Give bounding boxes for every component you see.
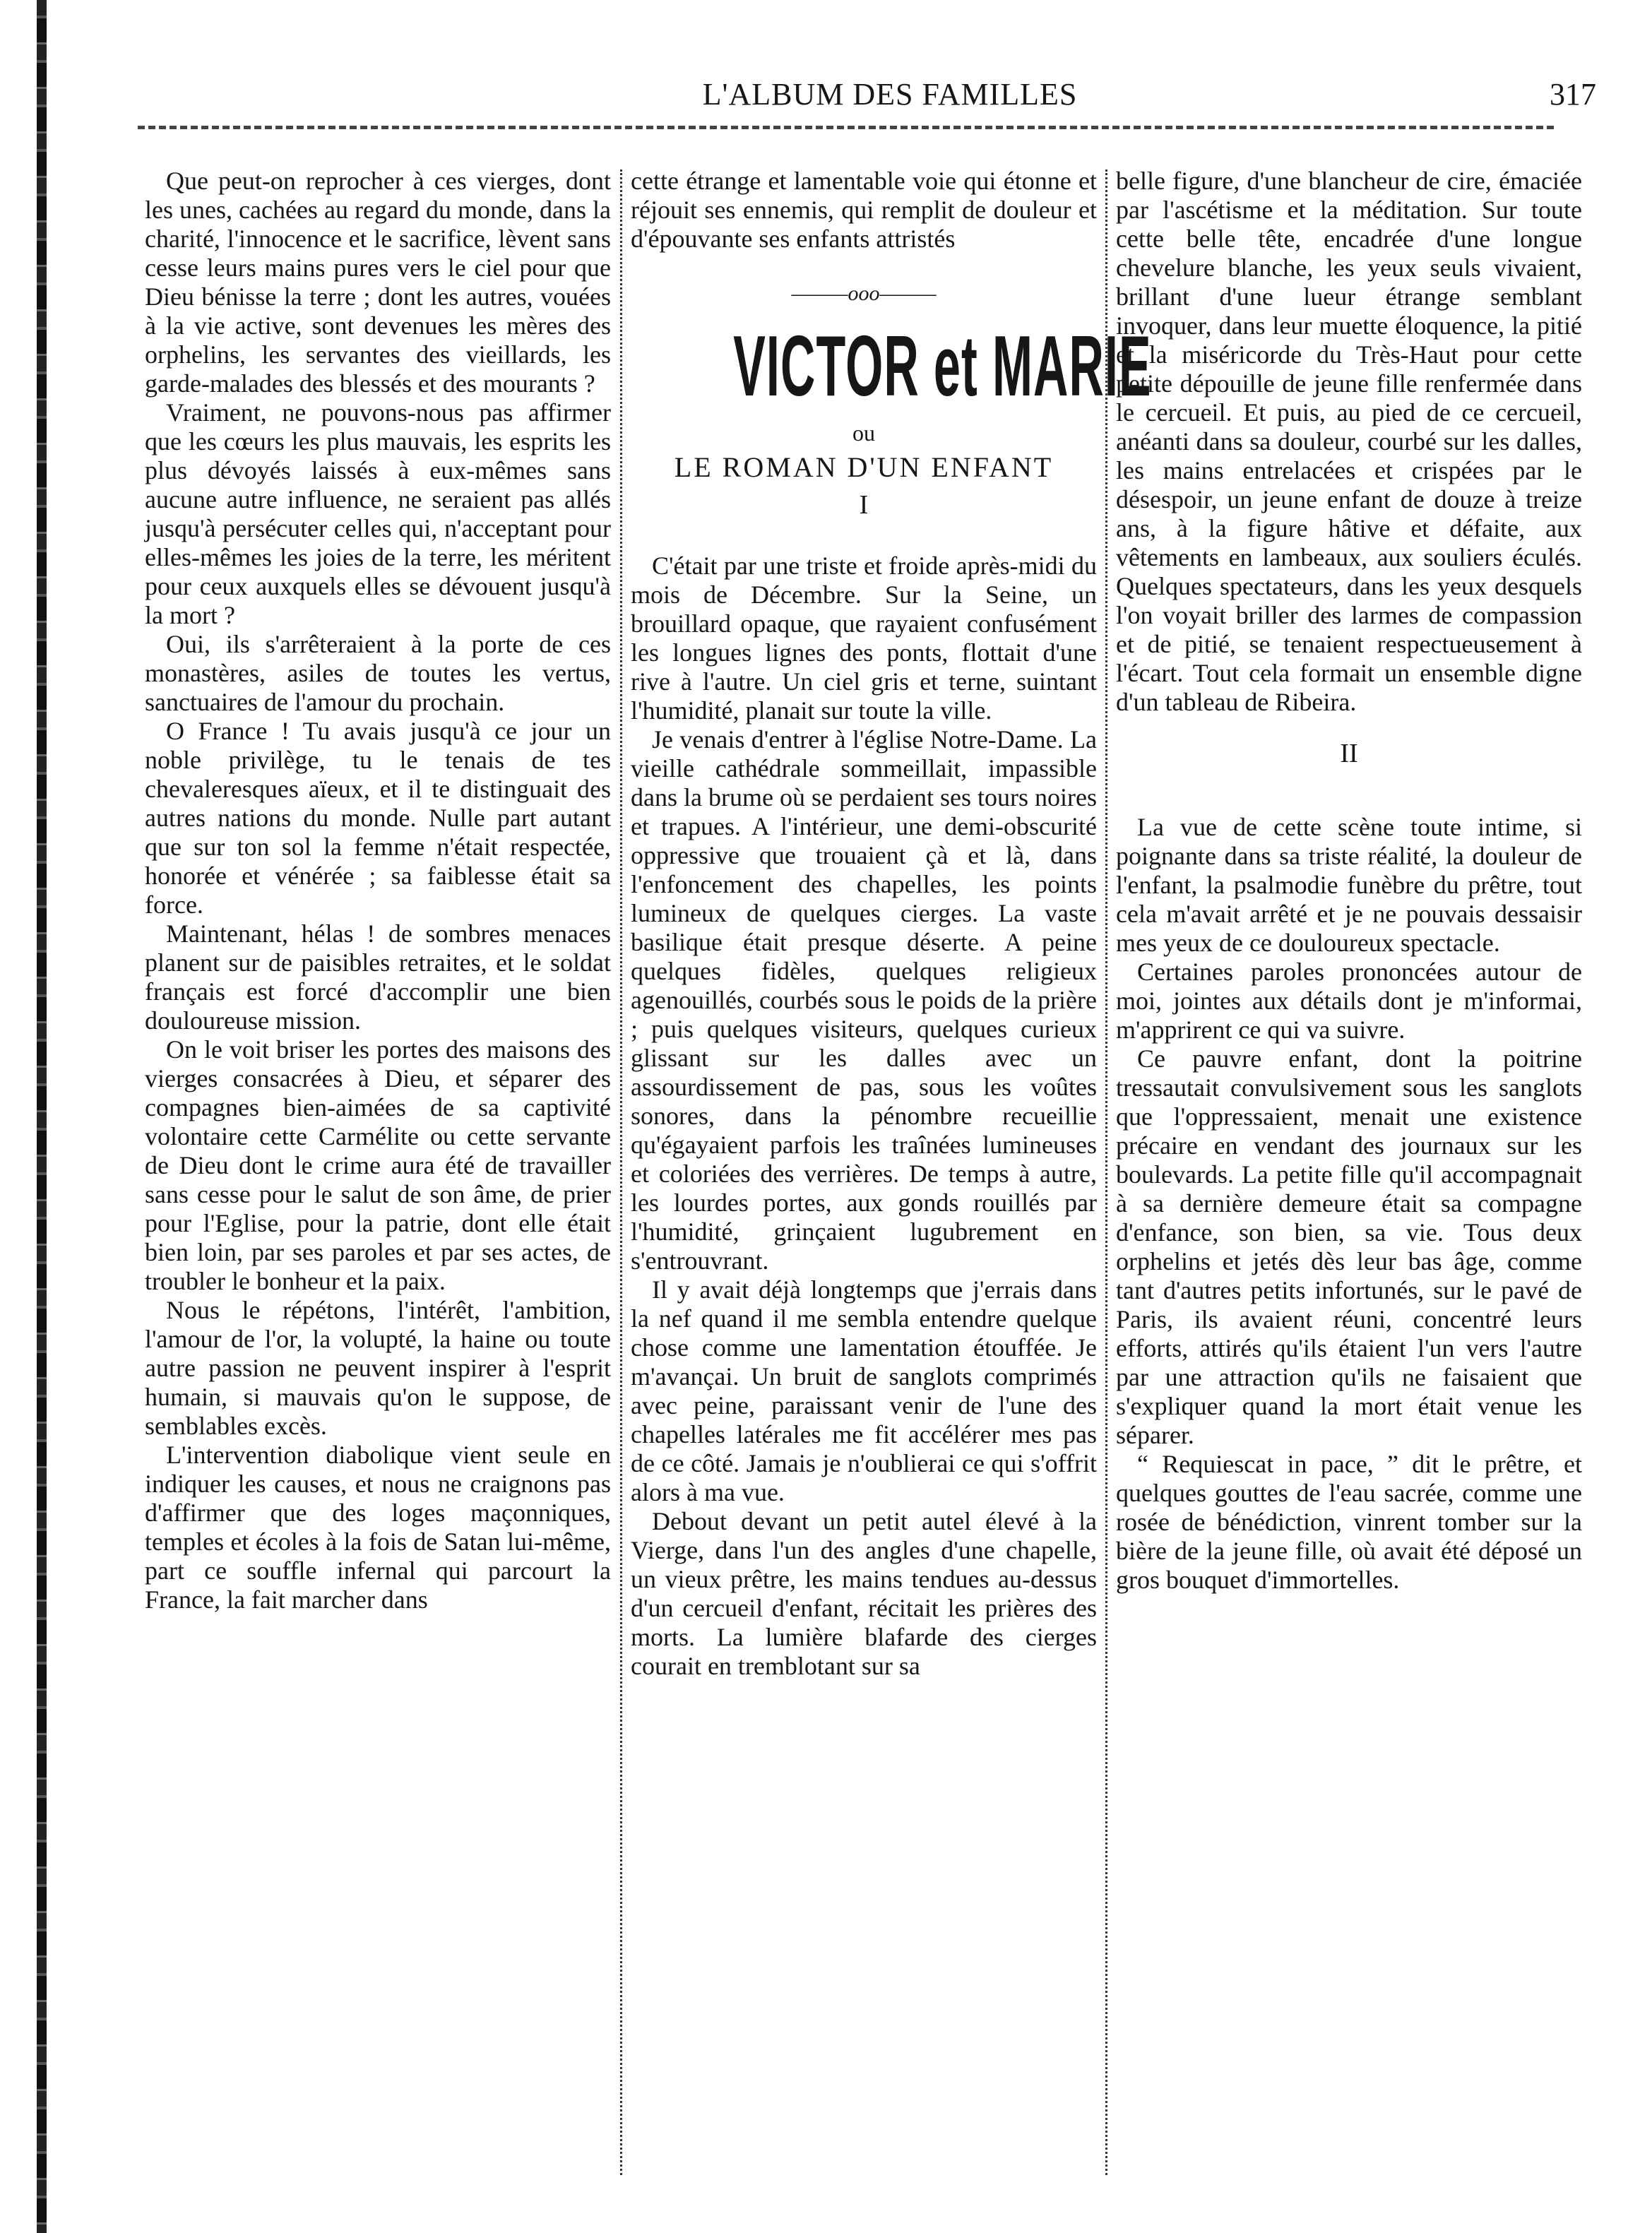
continued-paragraph: belle figure, d'une blancheur de cire, émaciée par l'ascétisme et la méditation. Sur toute cette belle tête, encadrée d'une longue chevelure blanche, les yeux seuls vivaient, brillant d'une lueur étrange semblant invoquer, dans leur muette éloquence, la pitié et la miséricorde du Très-Haut pour cette petite dépouille de jeune fille renfermée dans le cercueil. Et puis, au pied de ce cercueil, anéanti dans sa douleur, courbé sur les dalles, les mains entrelacées et crispées par le désespoir, un jeune enfant de douze à treize ans, à la figure hâtive et défaite, aux vêtements en lambeaux, aux souliers éculés. Quelques spectateurs, dans les yeux desquels l'on voyait briller des larmes de compassion et de pitié, se tenaient respectueusement à l'écart. Tout cela formait un ensemble digne d'un tableau de Ribeira. xyxy=(1116,167,1582,716)
paragraph: Que peut-on reprocher à ces vierges, dont les unes, cachées au regard du monde, dans la charité, l'innocence et le sacrifice, lèvent sans cesse leurs mains pures vers le ciel pour que Dieu bénisse la terre ; dont les autres, vouées à la vie active, sont devenues les mères des orphelins, les servantes des vieillards, les garde-malades des blessés et des mourants ? xyxy=(145,167,611,398)
continued-paragraph: cette étrange et lamentable voie qui étonne et réjouit ses ennemis, qui remplit de douleur et d'épouvante ses enfants attristés xyxy=(631,167,1097,253)
paragraph: Certaines paroles prononcées autour de moi, jointes aux détails dont je m'informai, m'apprirent ce qui va suivre. xyxy=(1116,958,1582,1044)
paragraph: Ce pauvre enfant, dont la poitrine tressautait convulsivement sous les sanglots que l'oppressaient, menait une existence précaire en vendant des journaux sur les boulevards. La petite fille qu'il accompagnait à sa dernière demeure était sa compagne d'enfance, son bien, sa vie. Tous deux orphelins et jetés dès leur bas âge, comme tant d'autres petits infortunés, sur le pavé de Paris, ils avaient réuni, concentré leurs efforts, attirés qu'ils étaient l'un vers l'autre par une attraction qu'ils ne faisaient que s'expliquer quand la mort était venue les séparer. xyxy=(1116,1044,1582,1449)
page-number: 317 xyxy=(1550,77,1596,112)
running-title: L'ALBUM DES FAMILLES xyxy=(702,77,1078,112)
ornament-separator: ———ooo——— xyxy=(791,282,937,305)
column-divider-1 xyxy=(620,169,622,2175)
article-title: VICTOR et MARIE xyxy=(733,318,1152,414)
article-subtitle: LE ROMAN D'UN ENFANT xyxy=(674,451,1054,483)
paragraph: Oui, ils s'arrêteraient à la porte de ces monastères, asiles de toutes les vertus, sanctuaires de l'amour du prochain. xyxy=(145,630,611,716)
section-heading-ii: II xyxy=(1340,739,1358,768)
paragraph: L'intervention diabolique vient seule en indiquer les causes, et nous ne craignons pas d'affirmer que des loges maçonniques, temples et écoles à la fois de Satan lui-même, part ce souffle infernal qui parcourt la France, la fait marcher dans xyxy=(145,1441,611,1614)
header-rule xyxy=(138,126,1554,129)
paragraph: Nous le répétons, l'intérêt, l'ambition, l'amour de l'or, la volupté, la haine ou toute autre passion ne peuvent inspirer à l'esprit humain, si mauvais qu'on le suppose, de semblables excès. xyxy=(145,1296,611,1440)
paragraph: La vue de cette scène toute intime, si poignante dans sa triste réalité, la douleur de l'enfant, la psalmodie funèbre du prêtre, tout cela m'avait arrêté et je ne pouvais dessaisir mes yeux de ce douloureux spectacle. xyxy=(1116,813,1582,957)
column-3 xyxy=(1116,167,1582,1595)
paragraph: On le voit briser les portes des maisons des vierges consacrées à Dieu, et séparer des compagnes bien-aimées de sa captivité volontaire cette Carmélite ou cette servante de Dieu dont le crime aura été de travailler sans cesse pour le salut de son âme, de prier pour l'Eglise, pour la patrie, dont elle était bien loin, par ses paroles et par ses actes, de troubler le bonheur et la paix. xyxy=(145,1035,611,1295)
column-1 xyxy=(145,167,611,1614)
section-heading-i: I xyxy=(859,490,869,520)
page-edge-binding xyxy=(37,0,47,2233)
paragraph: C'était par une triste et froide après-midi du mois de Décembre. Sur la Seine, un brouillard opaque, que rayaient confusément les longues lignes des ponts, flottait d'une rive à l'autre. Un ciel gris et terne, suintant l'humidité, planait sur toute la ville. xyxy=(631,552,1097,725)
column-2 xyxy=(631,167,1152,1681)
paragraph: Il y avait déjà longtemps que j'errais dans la nef quand il me sembla entendre quelque chose comme une lamentation étouffée. Je m'avançai. Un bruit de sanglots comprimés avec peine, paraissant venir de l'une des chapelles latérales me fit accélérer mes pas de ce côté. Jamais je n'oublierai ce qui s'offrit alors à ma vue. xyxy=(631,1275,1097,1506)
paragraph: Je venais d'entrer à l'église Notre-Dame. La vieille cathédrale sommeillait, impassible dans la brume où se perdaient ses tours noires et trapues. A l'intérieur, une demi-obscurité oppressive que trouaient çà et là, dans l'enfoncement des chapelles, les points lumineux de quelques cierges. La vaste basilique était presque déserte. A peine quelques fidèles, quelques religieux agenouillés, courbés sous le poids de la prière ; puis quelques visiteurs, quelques curieux glissant sur les dalles avec un assourdissement de pas, sous les voûtes sonores, dans la pénombre recueillie qu'égayaient parfois les traînées lumineuses et coloriées des verrières. De temps à autre, les lourdes portes, aux gonds rouillés par l'humidité, grinçaient lugubrement en s'entrouvrant. xyxy=(631,725,1097,1275)
paragraph: “ Requiescat in pace, ” dit le prêtre, et quelques gouttes de l'eau sacrée, comme une rosée de bénédiction, vinrent tomber sur la bière de la jeune fille, où avait été déposé un gros bouquet d'immortelles. xyxy=(1116,1450,1582,1594)
paragraph: O France ! Tu avais jusqu'à ce jour un noble privilège, tu le tenais de tes chevaleresques aïeux, et il te distinguait des autres nations du monde. Nulle part autant que sur ton sol la femme n'était respectée, honorée et vénérée ; sa faiblesse était sa force. xyxy=(145,717,611,919)
column-divider-2 xyxy=(1105,169,1107,2175)
paragraph: Debout devant un petit autel élevé à la Vierge, dans l'un des angles d'une chapelle, un vieux prêtre, les mains tendues au-dessus d'un cercueil d'enfant, récitait les prières des morts. La lumière blafarde des cierges courait en tremblotant sur sa xyxy=(631,1507,1097,1680)
title-conjunction: ou xyxy=(852,420,875,446)
paragraph: Maintenant, hélas ! de sombres menaces planent sur de paisibles retraites, et le soldat français est forcé d'accomplir une bien douloureuse mission. xyxy=(145,919,611,1035)
paragraph: Vraiment, ne pouvons-nous pas affirmer que les cœurs les plus mauvais, les esprits les plus dévoyés laissés à eux-mêmes sans aucune autre influence, ne seraient pas allés jusqu'à persécuter celles qui, n'acceptant pour elles-mêmes les joies de la terre, les méritent pour ceux auxquels elles se dévouent jusqu'à la mort ? xyxy=(145,398,611,629)
